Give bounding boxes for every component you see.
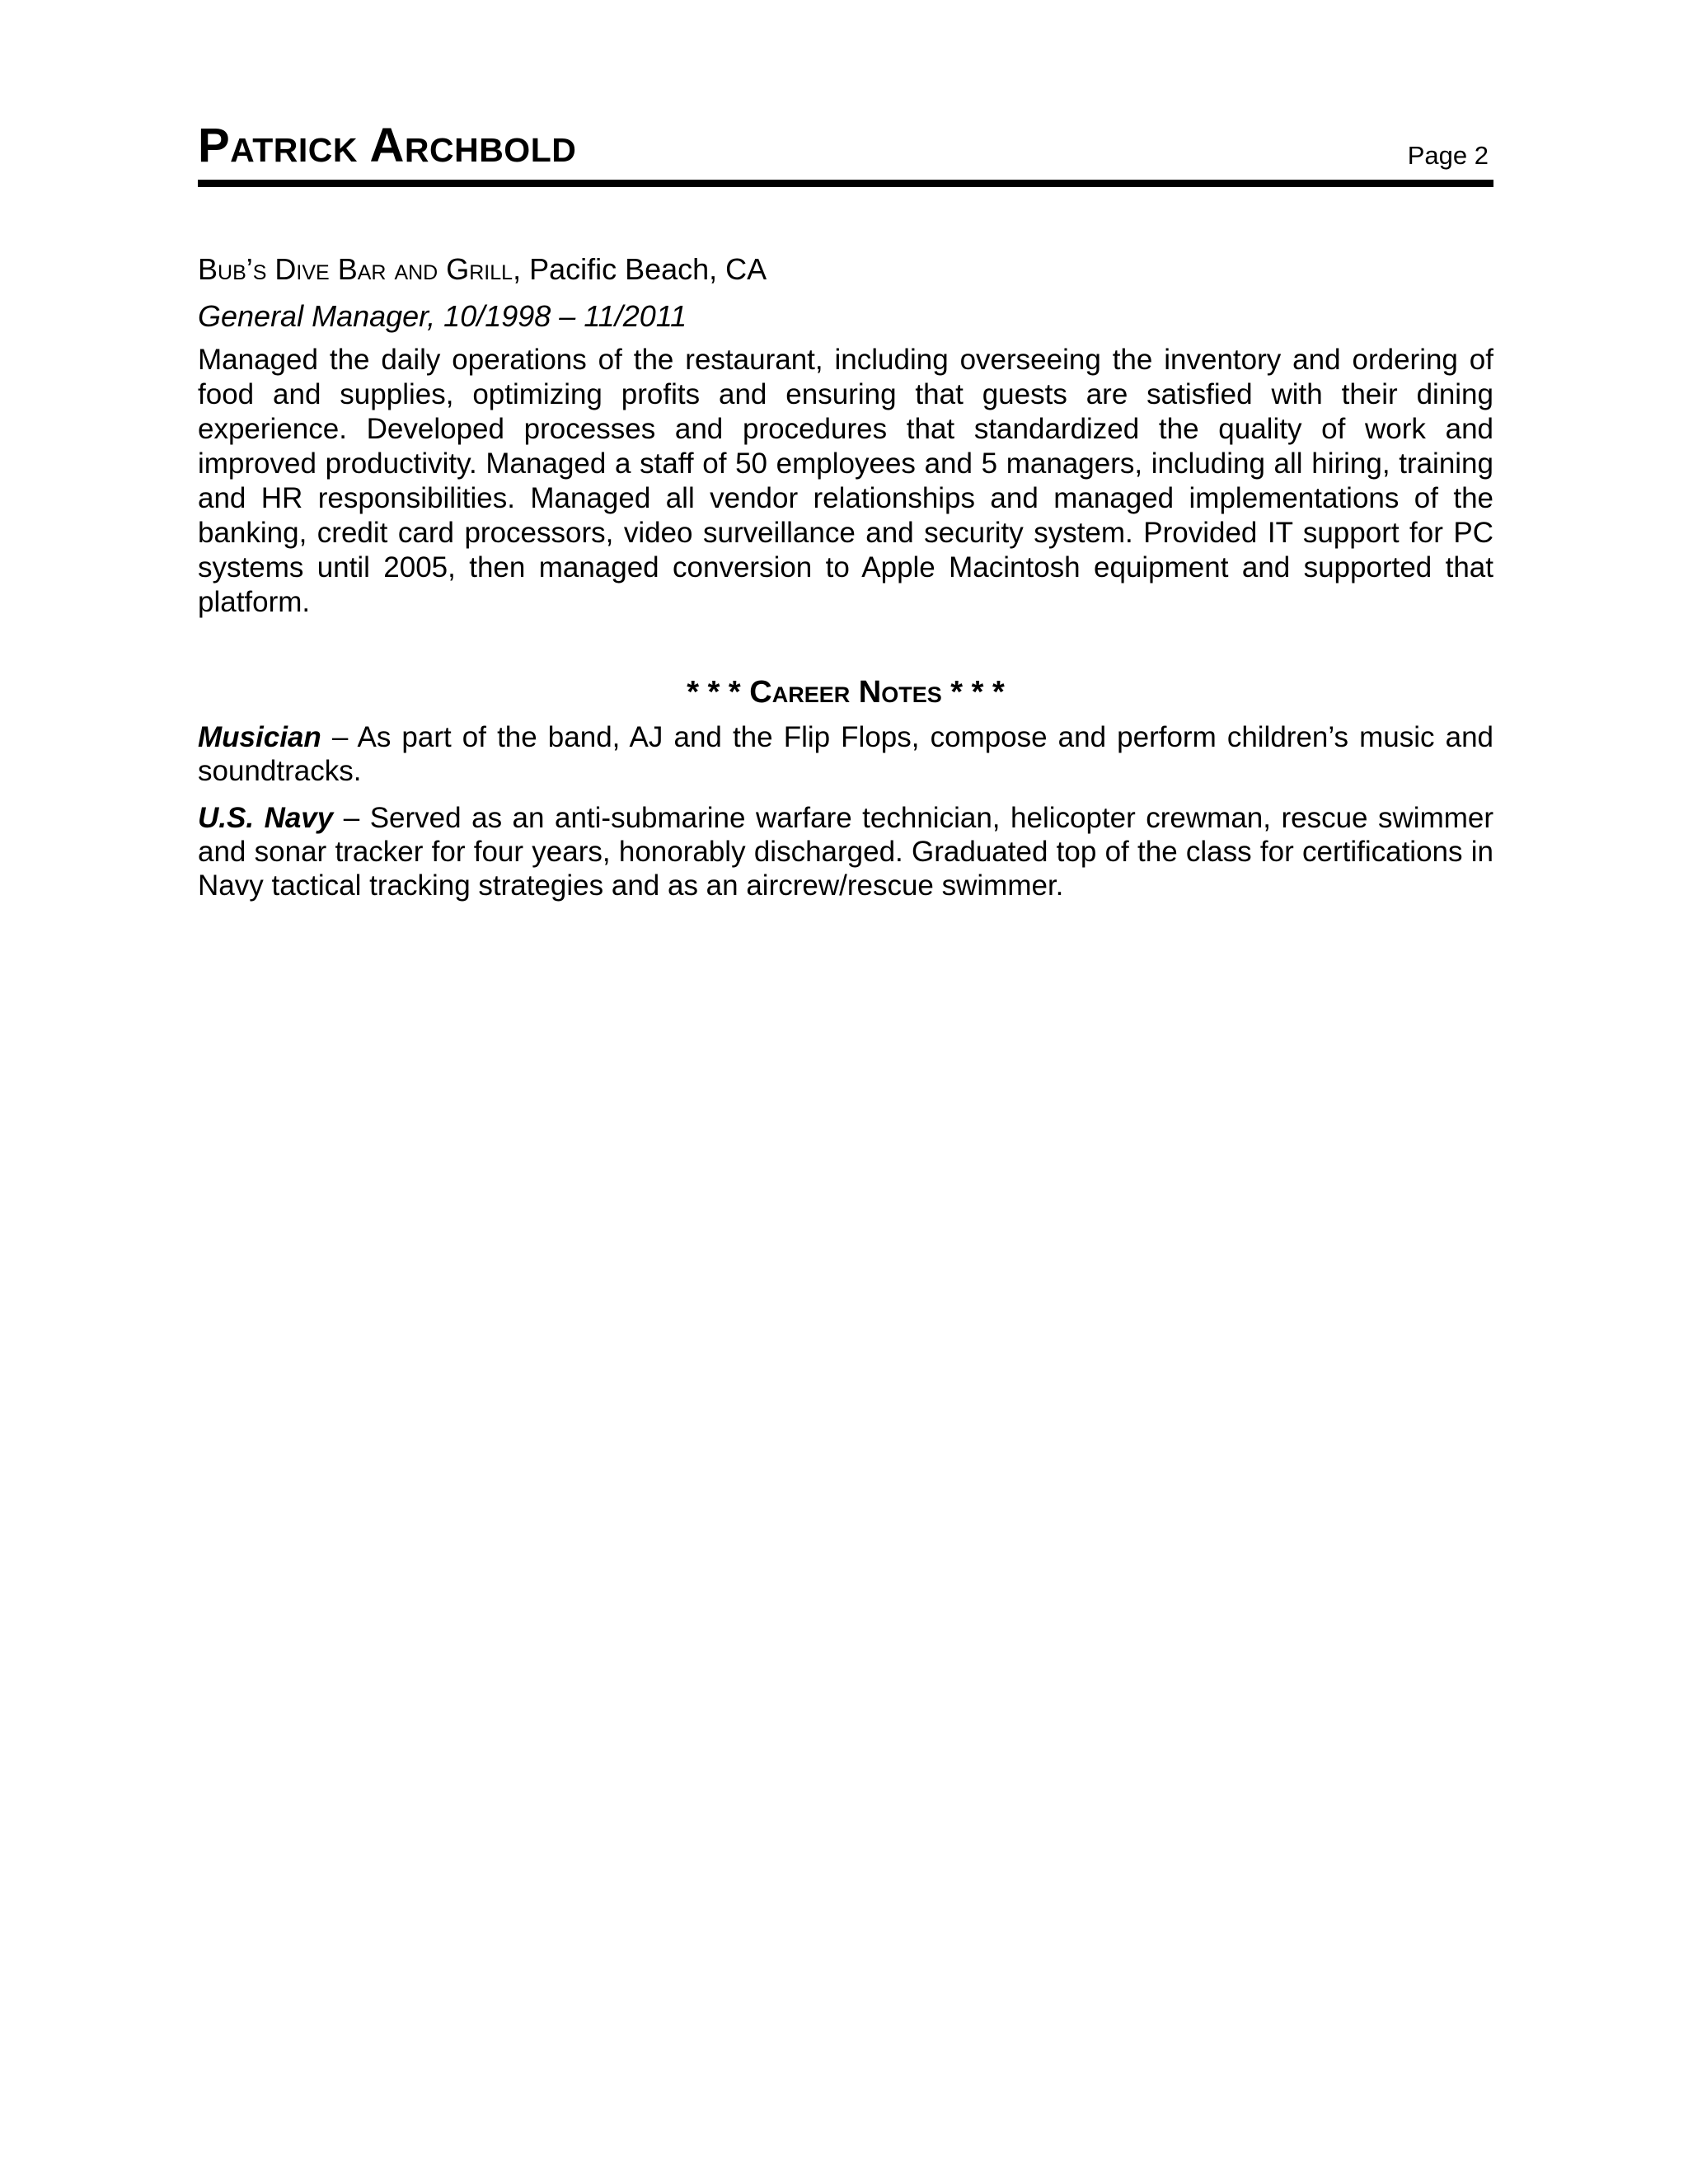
candidate-name: Patrick Archbold: [198, 119, 577, 172]
career-note-label: Musician: [198, 721, 321, 753]
company-name: Bub’s Dive Bar and Grill: [198, 252, 513, 286]
employer-line: [198, 251, 1493, 288]
header-rule: [198, 180, 1493, 187]
career-note-label: U.S. Navy: [198, 802, 334, 834]
resume-page: [198, 115, 1493, 902]
career-notes-title: * * * Career Notes * * *: [687, 675, 1005, 710]
company-location: , Pacific Beach, CA: [513, 252, 767, 286]
page-number: Page 2: [1407, 141, 1489, 170]
job-description: Managed the daily operations of the restaurant, including overseeing the inventory and ordering of food and supplies, optimizing profits and ensuring that guests are satisfied with their dining experience. Developed processes and procedures that standardized the quality of work and improved productivity. Managed a staff of 50 employees and 5 managers, including all hiring, training and HR responsibilities. Managed all vendor relationships and managed implementations of the banking, credit card processors, video surveillance and security system. Provided IT support for PC systems until 2005, then managed conversion to Apple Macintosh equipment and supported that platform.: [198, 344, 1493, 618]
career-note-text: – As part of the band, AJ and the Flip Flops, compose and perform children’s music and soundtracks.: [198, 721, 1493, 787]
career-note-navy: [198, 801, 1493, 902]
career-note-text: – Served as an anti-submarine warfare technician, helicopter crewman, rescue swimmer and sonar tracker for four years, honorably discharged. Graduated top of the class for certifications in Navy tactical tracking strategies and as an aircrew/rescue swimmer.: [198, 802, 1493, 902]
job-title: General Manager, 10/1998 – 11/2011: [198, 299, 687, 333]
career-note-musician: [198, 720, 1493, 788]
page-header: [198, 115, 1493, 170]
